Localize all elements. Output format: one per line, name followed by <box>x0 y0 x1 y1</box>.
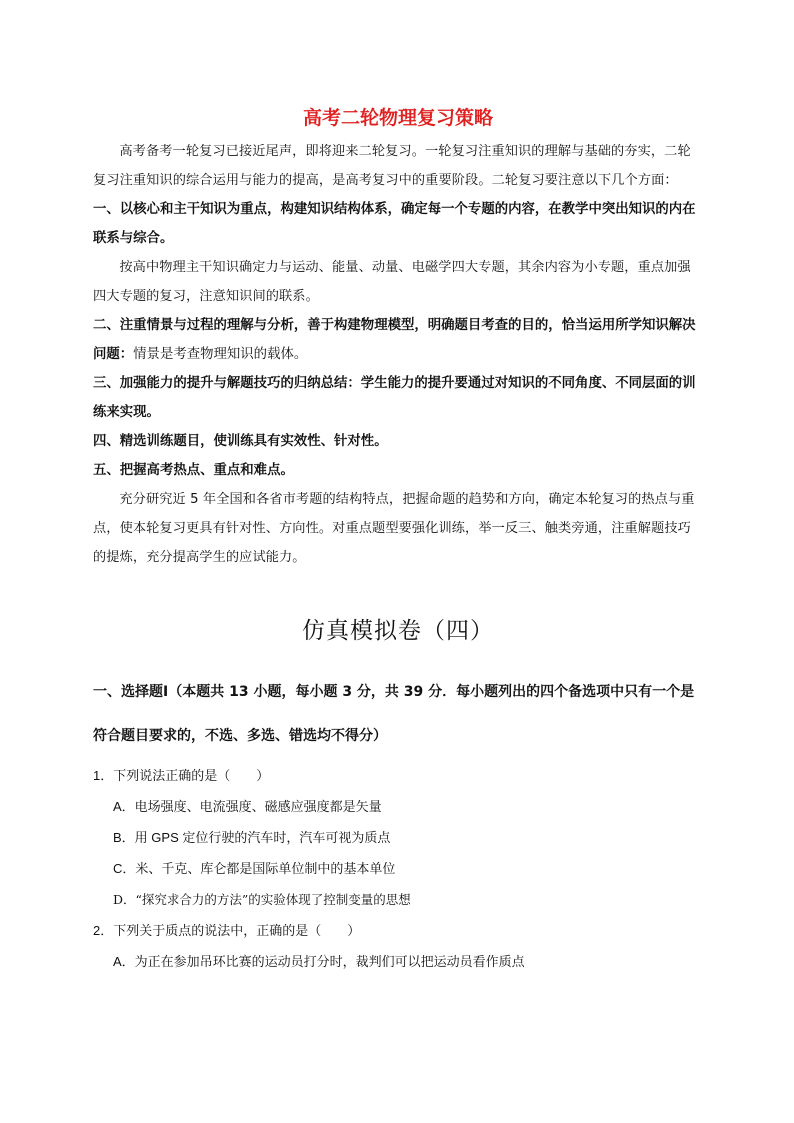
intro-paragraph: 高考备考一轮复习已接近尾声，即将迎来二轮复习。一轮复习注重知识的理解与基础的夯实，二轮复习注重知识的综合运用与能力的提高，是高考复习中的重要阶段。二轮复习要注意以下几个方面： <box>93 144 691 188</box>
point-5-body: 充分研究近 5 年全国和各省市考题的结构特点，把握命题的趋势和方向，确定本轮复习的热点与重点，使本轮复习更具有针对性、方向性。对重点题型要强化训练，举一反三、触类旁通，注重解题技巧的提炼，充分提高学生的应试能力。 <box>93 492 695 565</box>
question-1 <box>93 760 703 915</box>
question-1-stem: 1．下列说法正确的是（ ） <box>93 768 270 783</box>
point-3-heading: 三、加强能力的提升与解题技巧的归纳总结：学生能力的提升要通过对知识的不同角度、不同层面的训练来实现。 <box>93 376 696 420</box>
question-1-option-d: D．“探究求合力的方法”的实验体现了控制变量的思想 <box>113 892 411 907</box>
point-4-heading: 四、精选训练题目，使训练具有实效性、针对性。 <box>93 434 388 449</box>
question-1-option-b: B．用 GPS 定位行驶的汽车时，汽车可视为质点 <box>113 830 391 845</box>
document-title: 高考二轮物理复习策略 <box>302 107 493 129</box>
question-1-option-a: A．电场强度、电流强度、磁感应强度都是矢量 <box>113 799 382 814</box>
exam-title: 仿真模拟卷（四） <box>302 618 494 644</box>
question-2-option-a: A．为正在参加吊环比赛的运动员打分时，裁判们可以把运动员看作质点 <box>113 954 525 969</box>
point-1-body: 按高中物理主干知识确定力与运动、能量、动量、电磁学四大专题，其余内容为小专题，重点加强四大专题的复习，注意知识间的联系。 <box>93 260 691 304</box>
question-2 <box>93 915 703 977</box>
point-1-heading: 一、以核心和主干知识为重点，构建知识结构体系，确定每一个专题的内容，在教学中突出知识的内在联系与综合。 <box>93 202 696 246</box>
question-2-stem: 2．下列关于质点的说法中，正确的是（ ） <box>93 923 361 938</box>
document-content <box>93 105 703 977</box>
point-2-heading <box>93 311 703 369</box>
section-1-heading: 一、选择题Ⅰ（本题共 13 小题，每小题 3 分，共 39 分．每小题列出的四个备选项中只有一个是符合题目要求的，不选、多选、错选均不得分） <box>93 684 695 744</box>
point-2-heading-bold: 二、注重情景与过程的理解与分析，善于构建物理模型，明确题目考查的目的，恰当运用所学知识解决问题： <box>93 318 696 362</box>
point-5-heading: 五、把握高考热点、重点和难点。 <box>93 463 294 478</box>
point-2-heading-tail: 情景是考查物理知识的载体。 <box>133 347 308 362</box>
question-1-option-c: C．米、千克、库仑都是国际单位制中的基本单位 <box>113 861 396 876</box>
